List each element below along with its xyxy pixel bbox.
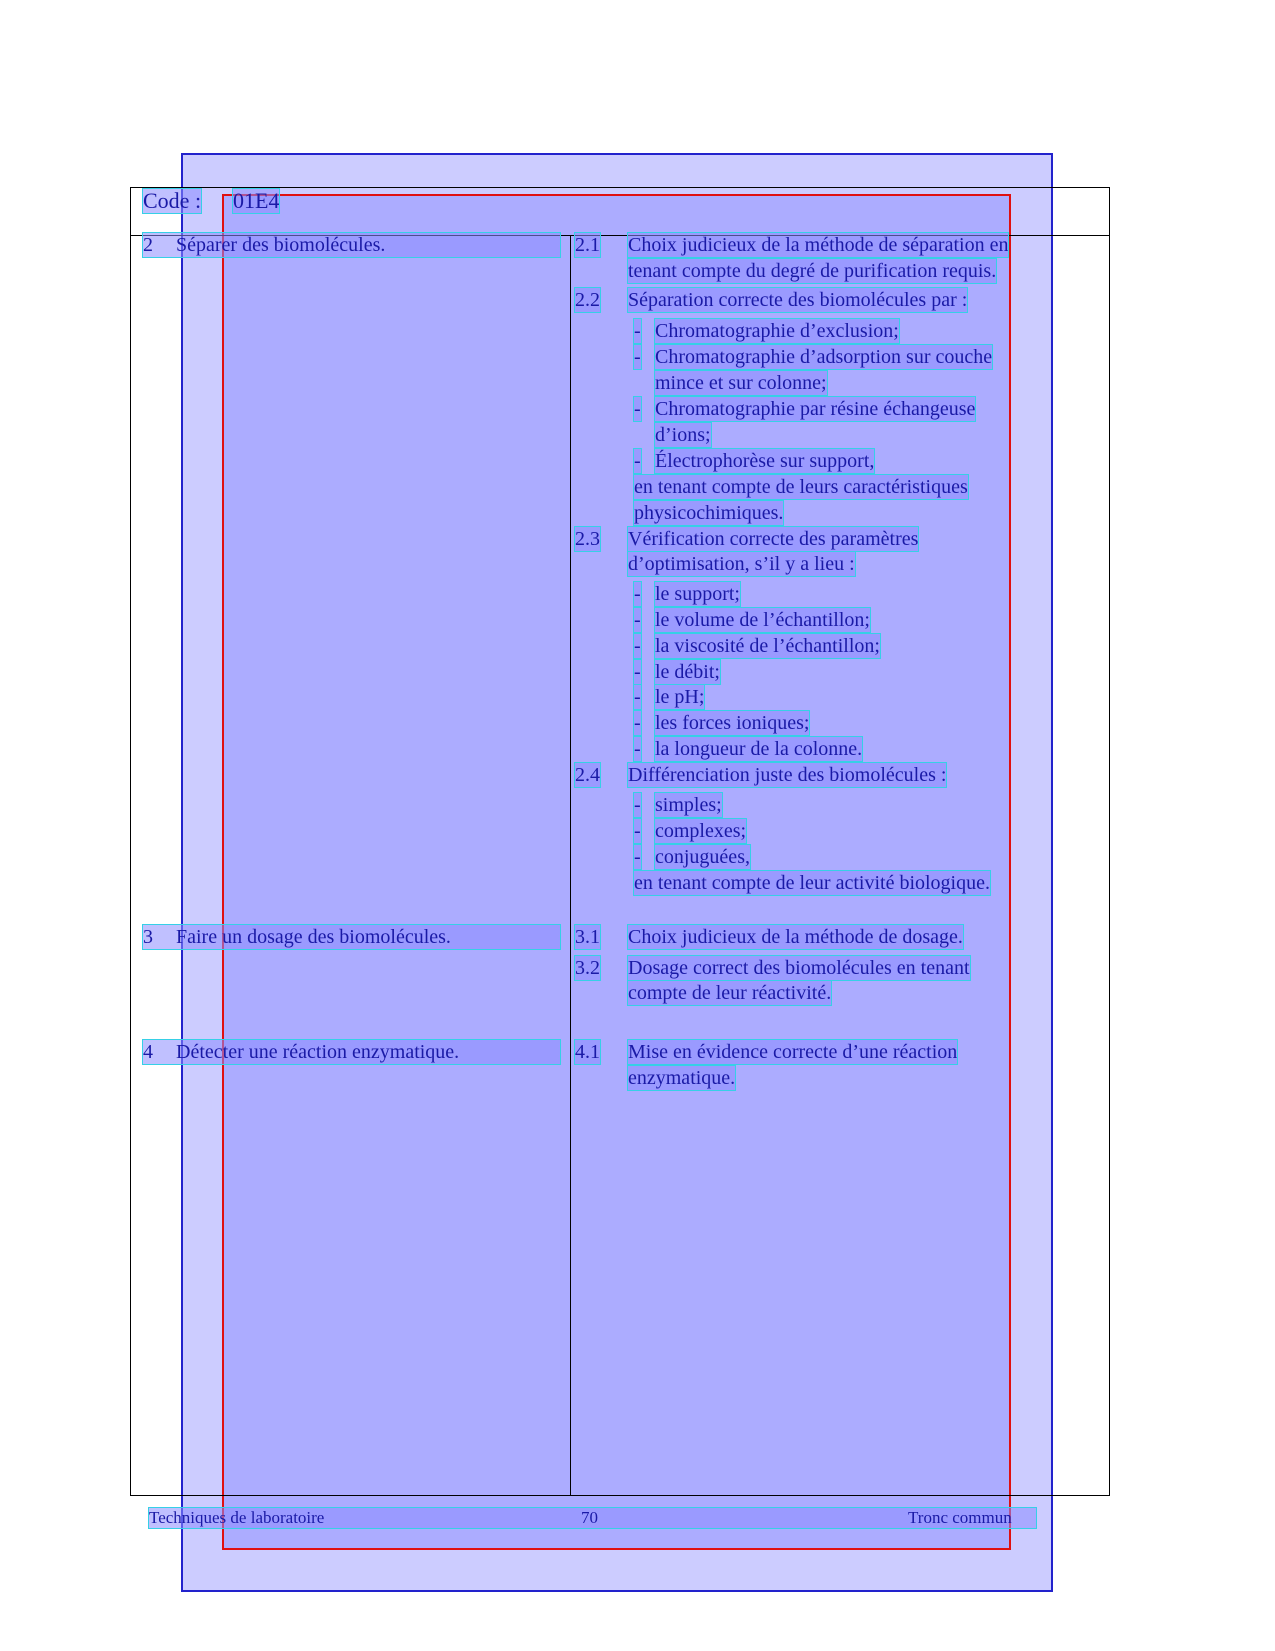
list-item: simples; xyxy=(655,794,722,816)
criterion-text: Choix judicieux de la méthode de dosage. xyxy=(628,926,963,948)
list-item: Chromatographie d’exclusion; xyxy=(655,320,899,342)
bullet: - xyxy=(634,346,641,368)
list-item: le support; xyxy=(655,583,740,605)
criterion-number: 2.1 xyxy=(575,234,600,256)
criterion-text: en tenant compte de leur activité biologique. xyxy=(634,872,990,894)
criterion-number: 3.1 xyxy=(575,926,600,948)
criterion-text: d’optimisation, s’il y a lieu : xyxy=(628,553,855,575)
list-item: mince et sur colonne; xyxy=(655,372,827,394)
bullet: - xyxy=(634,609,641,631)
list-item: conjuguées, xyxy=(655,846,750,868)
code-label: Code : xyxy=(143,188,202,213)
criterion-text: en tenant compte de leurs caractéristiques xyxy=(634,476,968,498)
criterion-number: 2.2 xyxy=(575,289,600,311)
list-item: le volume de l’échantillon; xyxy=(655,609,870,631)
list-item: Chromatographie d’adsorption sur couche xyxy=(655,346,993,368)
criterion-text: compte de leur réactivité. xyxy=(628,982,832,1004)
competency-table xyxy=(130,187,1110,1496)
list-item: la longueur de la colonne. xyxy=(655,738,863,760)
footer-left: Techniques de laboratoire xyxy=(149,1508,325,1527)
bullet: - xyxy=(634,583,641,605)
list-item: Électrophorèse sur support, xyxy=(655,450,875,472)
bullet: - xyxy=(634,398,641,420)
footer-right: Tronc commun xyxy=(908,1508,1012,1527)
criterion-text: enzymatique. xyxy=(628,1067,736,1089)
criterion-text: physicochimiques. xyxy=(634,502,784,524)
bullet: - xyxy=(634,794,641,816)
list-item: la viscosité de l’échantillon; xyxy=(655,635,880,657)
row-number: 4 Détecter une réaction enzymatique. xyxy=(143,1040,560,1064)
criterion-text: Choix judicieux de la méthode de séparation en xyxy=(628,234,1009,256)
criterion-text: Différenciation juste des biomolécules : xyxy=(628,764,947,786)
code-value: 01E4 xyxy=(233,188,280,213)
column-divider xyxy=(570,236,571,1495)
list-item: le pH; xyxy=(655,686,705,708)
bullet: - xyxy=(634,450,641,472)
list-item: complexes; xyxy=(655,820,747,842)
criterion-number: 4.1 xyxy=(575,1041,600,1063)
criterion-number: 2.3 xyxy=(575,528,600,550)
list-item: le débit; xyxy=(655,661,720,683)
element-text: Séparer des biomolécules. xyxy=(176,234,386,256)
criterion-text: Dosage correct des biomolécules en tenant xyxy=(628,957,970,979)
criterion-number: 2.4 xyxy=(575,764,600,786)
bullet: - xyxy=(634,320,641,342)
element-text: Faire un dosage des biomolécules. xyxy=(176,926,451,948)
element-text: Détecter une réaction enzymatique. xyxy=(176,1041,460,1063)
bullet: - xyxy=(634,686,641,708)
list-item: Chromatographie par résine échangeuse xyxy=(655,398,976,420)
bullet: - xyxy=(634,712,641,734)
bullet: - xyxy=(634,820,641,842)
criterion-text: Vérification correcte des paramètres xyxy=(628,528,919,550)
row-number: 3 Faire un dosage des biomolécules. xyxy=(143,925,560,949)
bullet: - xyxy=(634,661,641,683)
footer-page-number: 70 xyxy=(581,1508,598,1527)
bullet: - xyxy=(634,635,641,657)
row-number: 2 Séparer des biomolécules. xyxy=(143,233,560,257)
list-item: les forces ioniques; xyxy=(655,712,810,734)
criterion-text: Mise en évidence correcte d’une réaction xyxy=(628,1041,958,1063)
bullet: - xyxy=(634,738,641,760)
bullet: - xyxy=(634,846,641,868)
criterion-text: tenant compte du degré de purification requis. xyxy=(628,260,997,282)
criterion-text: Séparation correcte des biomolécules par : xyxy=(628,289,968,311)
criterion-number: 3.2 xyxy=(575,957,600,979)
list-item: d’ions; xyxy=(655,424,711,446)
